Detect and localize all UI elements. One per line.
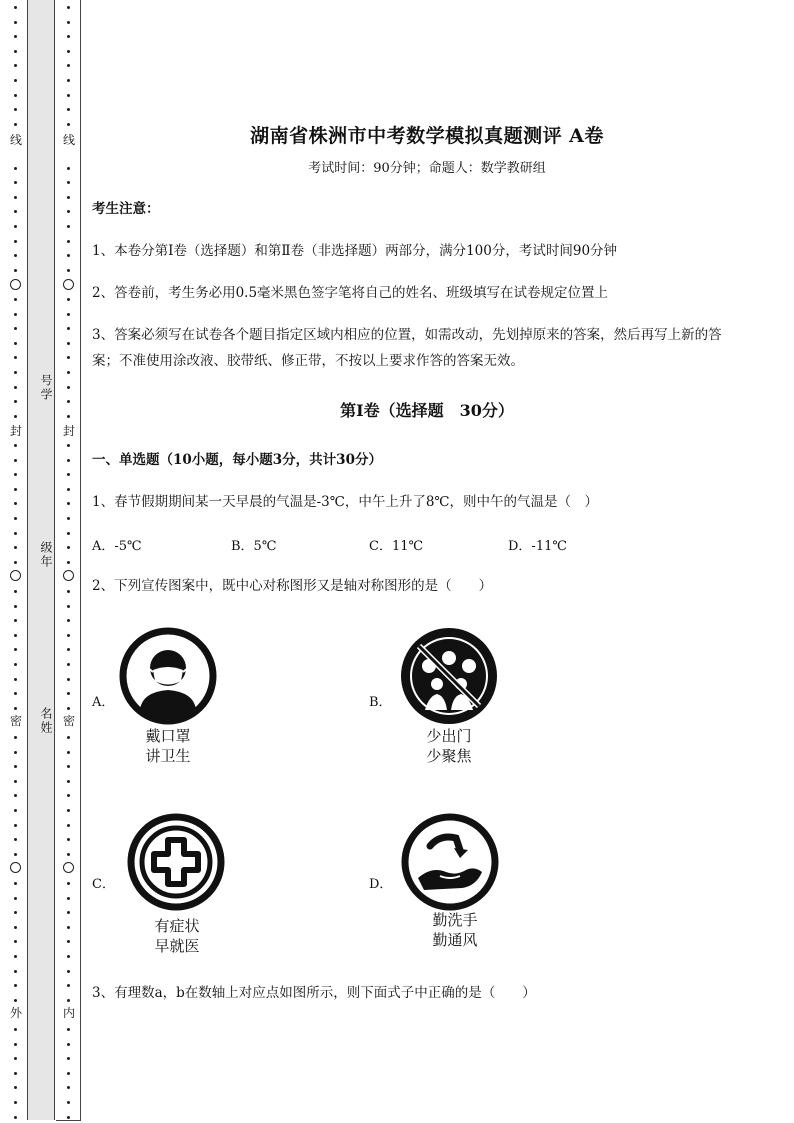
q1-option-a[interactable]: A．-5℃ xyxy=(92,539,142,554)
hand-washing-icon xyxy=(400,812,500,912)
binding-dot xyxy=(14,79,17,82)
inner-mark-inside: 内 xyxy=(59,1006,79,1020)
binding-dot xyxy=(67,999,70,1002)
notice-heading: 考生注意： xyxy=(92,201,160,217)
q1-option-b[interactable]: B．5℃ xyxy=(231,539,277,554)
q2-option-b-caption-2: 少聚焦 xyxy=(426,747,472,765)
binding-dot xyxy=(14,517,17,520)
binding-dot xyxy=(14,561,17,564)
binding-dot xyxy=(67,955,70,958)
binding-dot xyxy=(67,736,70,739)
binding-dot xyxy=(14,269,17,272)
binding-dot xyxy=(14,546,17,549)
binding-dot xyxy=(67,502,70,505)
binding-dot xyxy=(67,473,70,476)
binding-dot xyxy=(14,648,17,651)
binding-dot xyxy=(14,254,17,257)
medical-cross-icon xyxy=(126,812,226,912)
binding-dot xyxy=(14,488,17,491)
binding-dot xyxy=(14,999,17,1002)
outer-circle xyxy=(10,279,21,290)
binding-dot xyxy=(67,6,70,9)
binding-dot xyxy=(14,692,17,695)
binding-dot xyxy=(14,736,17,739)
binding-dot xyxy=(67,765,70,768)
outer-mark-line: 线 xyxy=(6,133,26,147)
notice-item-1: 1、本卷分第I卷（选择题）和第Ⅱ卷（非选择题）两部分，满分100分，考试时间90分钟 xyxy=(92,243,618,259)
binding-dot xyxy=(67,751,70,754)
binding-dot xyxy=(67,824,70,827)
binding-dot xyxy=(67,1072,70,1075)
binding-dot xyxy=(14,940,17,943)
binding-dot xyxy=(67,984,70,987)
binding-dot xyxy=(14,707,17,710)
outer-circle xyxy=(10,862,21,873)
binding-dot xyxy=(67,897,70,900)
binding-dot xyxy=(67,590,70,593)
binding-dot xyxy=(14,298,17,301)
binding-dot xyxy=(14,1028,17,1031)
notice-item-2: 2、答卷前，考生务必用0.5毫米黑色签字笔将自己的姓名、班级填写在试卷规定位置上 xyxy=(92,285,609,301)
binding-dot xyxy=(67,488,70,491)
binding-dot xyxy=(67,371,70,374)
binding-dot xyxy=(14,955,17,958)
binding-dot xyxy=(67,648,70,651)
binding-dot xyxy=(67,254,70,257)
binding-dot xyxy=(67,1086,70,1089)
binding-dot xyxy=(14,240,17,243)
binding-dot xyxy=(67,459,70,462)
binding-dot xyxy=(14,984,17,987)
binding-dot xyxy=(14,970,17,973)
binding-dot xyxy=(14,1057,17,1060)
binding-dot xyxy=(14,459,17,462)
binding-dot xyxy=(14,444,17,447)
q1-option-d[interactable]: D．-11℃ xyxy=(508,539,567,554)
binding-dot xyxy=(67,663,70,666)
binding-dot xyxy=(67,1057,70,1060)
binding-dot xyxy=(67,605,70,608)
student-info-band xyxy=(27,0,55,1120)
outer-circle xyxy=(10,570,21,581)
binding-dot xyxy=(14,838,17,841)
binding-dot xyxy=(14,824,17,827)
binding-dot xyxy=(67,794,70,797)
binding-dot xyxy=(14,356,17,359)
binding-dot xyxy=(14,590,17,593)
binding-dot xyxy=(14,663,17,666)
question-2: 2、下列宣传图案中，既中心对称图形又是轴对称图形的是（ ） xyxy=(92,578,493,594)
outer-dotted-line xyxy=(6,0,26,1123)
binding-dot xyxy=(14,1086,17,1089)
binding-dot xyxy=(14,225,17,228)
binding-dot xyxy=(67,94,70,97)
binding-dot xyxy=(14,911,17,914)
mask-person-icon xyxy=(118,626,218,726)
q2-option-d-caption-2: 勤通风 xyxy=(432,931,478,949)
binding-divider xyxy=(80,0,81,1121)
notice-item-3: 3、答案必须写在试卷各个题目指定区域内相应的位置，如需改动，先划掉原来的答案，然后再写上新的答案；不准使用涂改液、胶带纸、修正带，不按以上要求作答的答案无效。 xyxy=(92,327,722,369)
no-crowd-icon xyxy=(399,626,499,726)
binding-dot xyxy=(67,225,70,228)
binding-dot xyxy=(67,181,70,184)
q2-option-a-letter[interactable]: A． xyxy=(92,695,115,710)
binding-dot xyxy=(14,35,17,38)
binding-dot xyxy=(67,911,70,914)
binding-bottom-rule xyxy=(56,1120,81,1121)
binding-dot xyxy=(14,619,17,622)
binding-dot xyxy=(14,210,17,213)
binding-dot xyxy=(67,386,70,389)
binding-dot xyxy=(14,502,17,505)
inner-mark-seal: 封 xyxy=(59,424,79,438)
binding-dot xyxy=(67,210,70,213)
binding-dot xyxy=(67,196,70,199)
binding-dot xyxy=(67,838,70,841)
binding-dot xyxy=(14,94,17,97)
binding-dot xyxy=(14,634,17,637)
binding-dot xyxy=(67,809,70,812)
inner-circle xyxy=(63,862,74,873)
outer-mark-secret: 密 xyxy=(6,714,26,728)
binding-dot xyxy=(14,400,17,403)
binding-dot xyxy=(67,940,70,943)
binding-dot xyxy=(14,678,17,681)
binding-dot xyxy=(14,1116,17,1119)
binding-dot xyxy=(67,692,70,695)
question-1: 1、春节假期期间某一天早晨的气温是-3℃，中午上升了8℃，则中午的气温是（ ） xyxy=(92,494,599,510)
binding-dot xyxy=(14,794,17,797)
outer-mark-seal: 封 xyxy=(6,424,26,438)
binding-margin xyxy=(0,0,82,1123)
binding-dot xyxy=(67,21,70,24)
binding-dot xyxy=(14,473,17,476)
binding-dot xyxy=(14,342,17,345)
binding-dot xyxy=(14,123,17,126)
binding-dot xyxy=(67,167,70,170)
binding-dot xyxy=(67,415,70,418)
binding-dot xyxy=(67,327,70,330)
part-title: 一、单选题（10小题，每小题3分，共计30分） xyxy=(92,452,382,468)
binding-dot xyxy=(14,415,17,418)
binding-dot xyxy=(67,123,70,126)
inner-mark-line: 线 xyxy=(59,133,79,147)
binding-dot xyxy=(67,561,70,564)
binding-dot xyxy=(14,809,17,812)
binding-dot xyxy=(14,313,17,316)
binding-dot xyxy=(14,50,17,53)
binding-dot xyxy=(67,853,70,856)
question-3: 3、有理数a，b在数轴上对应点如图所示，则下面式子中正确的是（ ） xyxy=(92,985,536,1001)
inner-circle xyxy=(63,279,74,290)
binding-dot xyxy=(67,313,70,316)
binding-dot xyxy=(14,1101,17,1104)
binding-dot xyxy=(67,517,70,520)
class-label: 级年 xyxy=(39,541,53,569)
q2-option-d-letter[interactable]: D． xyxy=(369,877,393,892)
binding-dot xyxy=(67,1116,70,1119)
binding-dot xyxy=(67,240,70,243)
binding-dot xyxy=(14,108,17,111)
binding-dot xyxy=(67,546,70,549)
binding-dot xyxy=(14,882,17,885)
binding-dot xyxy=(67,50,70,53)
binding-dot xyxy=(67,634,70,637)
binding-dot xyxy=(14,853,17,856)
student-number-label: 号学 xyxy=(39,374,53,402)
binding-dot xyxy=(14,371,17,374)
binding-dot xyxy=(14,64,17,67)
binding-dot xyxy=(14,21,17,24)
binding-dot xyxy=(14,1072,17,1075)
binding-dot xyxy=(14,926,17,929)
binding-dot xyxy=(67,1101,70,1104)
inner-circle xyxy=(63,570,74,581)
q1-option-c[interactable]: C．11℃ xyxy=(369,539,424,554)
q2-option-b-caption-1: 少出门 xyxy=(426,727,472,745)
outer-mark-outside: 外 xyxy=(6,1006,26,1020)
inner-dotted-line xyxy=(59,0,79,1123)
binding-dot xyxy=(67,882,70,885)
binding-dot xyxy=(14,167,17,170)
binding-dot xyxy=(14,532,17,535)
binding-dot xyxy=(67,400,70,403)
binding-dot xyxy=(67,532,70,535)
binding-dot xyxy=(67,356,70,359)
binding-dot xyxy=(14,897,17,900)
binding-dot xyxy=(14,6,17,9)
section-title: 第I卷（选择题 30分） xyxy=(340,401,514,420)
binding-dot xyxy=(14,780,17,783)
q2-option-a-caption-2: 讲卫生 xyxy=(145,747,191,765)
binding-dot xyxy=(67,707,70,710)
binding-dot xyxy=(14,751,17,754)
binding-dot xyxy=(67,1028,70,1031)
binding-dot xyxy=(67,35,70,38)
binding-dot xyxy=(67,780,70,783)
binding-dot xyxy=(14,605,17,608)
binding-dot xyxy=(14,181,17,184)
binding-dot xyxy=(14,765,17,768)
binding-dot xyxy=(67,79,70,82)
binding-dot xyxy=(67,298,70,301)
name-label: 名姓 xyxy=(39,707,53,735)
binding-dot xyxy=(67,342,70,345)
q2-option-d-caption-1: 勤洗手 xyxy=(432,911,478,929)
q2-option-c-caption-1: 有症状 xyxy=(154,917,200,935)
binding-dot xyxy=(67,970,70,973)
binding-dot xyxy=(67,926,70,929)
q2-option-a-caption-1: 戴口罩 xyxy=(145,727,191,745)
binding-dot xyxy=(14,1043,17,1046)
binding-dot xyxy=(14,196,17,199)
q2-option-b-letter[interactable]: B． xyxy=(369,695,392,710)
q2-option-c-caption-2: 早就医 xyxy=(154,937,200,955)
binding-dot xyxy=(67,64,70,67)
binding-dot xyxy=(67,678,70,681)
binding-dot xyxy=(67,1043,70,1046)
binding-dot xyxy=(67,269,70,272)
binding-dot xyxy=(67,444,70,447)
binding-dot xyxy=(67,619,70,622)
exam-info: 考试时间：90分钟；命题人：数学教研组 xyxy=(308,161,546,176)
q2-option-c-letter[interactable]: C． xyxy=(92,877,115,892)
binding-dot xyxy=(14,386,17,389)
inner-mark-secret: 密 xyxy=(59,714,79,728)
page-title: 湖南省株洲市中考数学模拟真题测评 A卷 xyxy=(250,125,604,147)
binding-dot xyxy=(14,327,17,330)
binding-dot xyxy=(67,108,70,111)
